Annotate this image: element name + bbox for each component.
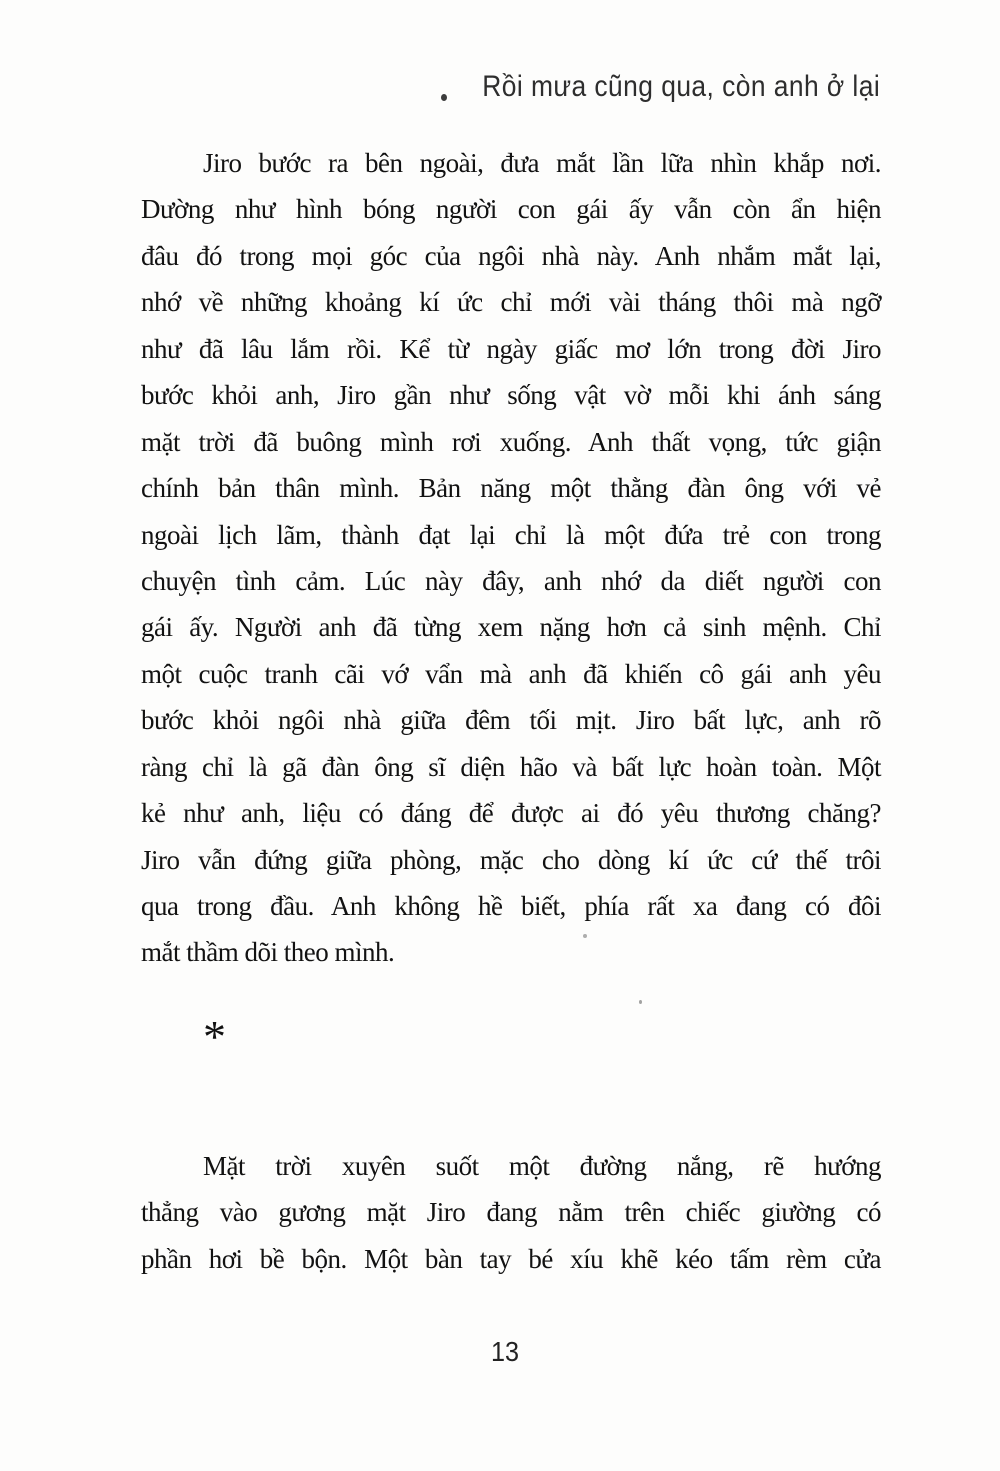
body-paragraph-2	[141, 1143, 881, 1282]
scan-artifact-dot	[441, 94, 447, 101]
body-text-line: như đã lâu lắm rồi. Kể từ ngày giấc mơ lớn trong đời Jiro	[141, 333, 881, 364]
body-text-line: qua trong đầu. Anh không hề biết, phía rất xa đang có đôi	[141, 891, 881, 921]
body-text-line: Mặt trời xuyên suốt một đường nắng, rẽ hướng	[203, 1151, 881, 1181]
body-text-line: bước khỏi anh, Jiro gần như sống vật vờ mỗi khi ánh sáng	[141, 380, 881, 411]
section-separator-star: *	[203, 1011, 226, 1062]
body-text-line: ràng chỉ là gã đàn ông sĩ diện hão và bất lực hoàn toàn. Một	[141, 751, 881, 782]
scan-artifact-dot	[639, 1000, 642, 1004]
body-text-line: một cuộc tranh cãi vớ vẩn mà anh đã khiến cô gái anh yêu	[141, 658, 881, 689]
scan-artifact-dot	[583, 934, 587, 938]
body-text-line: thẳng vào gương mặt Jiro đang nằm trên chiếc giường có	[141, 1197, 881, 1228]
body-text-line: chính bản thân mình. Bản năng một thằng đàn ông với vẻ	[141, 473, 881, 504]
body-text-line: bước khỏi ngôi nhà giữa đêm tối mịt. Jiro bất lực, anh rõ	[141, 705, 881, 736]
body-text-line: gái ấy. Người anh đã từng xem nặng hơn cả sinh mệnh. Chỉ	[141, 612, 881, 643]
body-text-line: ngoài lịch lãm, thành đạt lại chỉ là một đứa trẻ con trong	[141, 519, 881, 550]
body-text-line: Jiro vẫn đứng giữa phòng, mặc cho dòng kí ức cứ thế trôi	[141, 844, 881, 875]
page-number: 13	[490, 1336, 520, 1367]
body-text-line: chuyện tình cảm. Lúc này đây, anh nhớ da diết người con	[141, 565, 881, 596]
body-text-line: mặt trời đã buông mình rơi xuống. Anh thất vọng, tức giận	[141, 426, 881, 457]
body-text-line: kẻ như anh, liệu có đáng để được ai đó yêu thương chăng?	[141, 798, 881, 829]
body-text-line: đâu đó trong mọi góc của ngôi nhà này. Anh nhắm mắt lại,	[141, 240, 881, 271]
body-text-line: phần hơi bề bộn. Một bàn tay bé xíu khẽ kéo tấm rèm cửa	[141, 1243, 881, 1274]
body-text-line: nhớ về những khoảng kí ức chỉ mới vài tháng thôi mà ngỡ	[141, 287, 881, 318]
body-text-line: mắt thầm dõi theo mình.	[141, 937, 395, 968]
body-paragraph-1	[141, 140, 881, 976]
body-text-line: Dường như hình bóng người con gái ấy vẫn còn ẩn hiện	[141, 194, 881, 225]
body-text-line: Jiro bước ra bên ngoài, đưa mắt lần lữa nhìn khắp nơi.	[203, 148, 881, 178]
running-header: Rồi mưa cũng qua, còn anh ở lại	[482, 70, 880, 103]
